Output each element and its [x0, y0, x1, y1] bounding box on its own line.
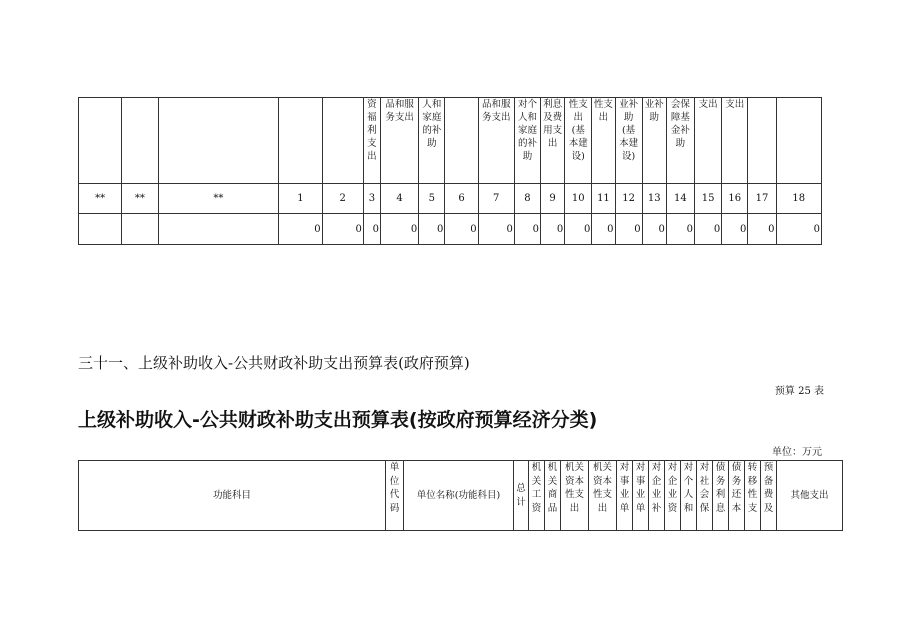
value-cell — [322, 214, 363, 245]
top-table-value-row — [79, 214, 822, 245]
budget-table-header — [78, 460, 843, 531]
column-number-cell: 7 — [478, 184, 514, 214]
top-header-text: 支出 — [698, 99, 718, 110]
bottom-header-text: 移 — [747, 475, 758, 487]
value-cell — [279, 214, 322, 245]
bottom-header-text: 机关 — [564, 462, 584, 473]
value-cell — [748, 214, 776, 245]
bottom-header-text: 利 — [715, 489, 726, 500]
top-header-cell — [722, 98, 748, 184]
bottom-header-text: 事 — [635, 475, 646, 487]
top-header-text: 家庭 — [422, 112, 442, 123]
column-number-cell: 14 — [666, 184, 694, 214]
bottom-header-text: 债 — [731, 462, 742, 473]
top-header-text: 用支 — [543, 125, 563, 136]
value-text: 0 — [437, 223, 444, 235]
value-cell — [419, 214, 445, 245]
bottom-header-cell — [777, 461, 843, 531]
bottom-header-text: 机 — [547, 462, 558, 473]
bottom-header-cell — [404, 461, 514, 531]
column-number-cell: 18 — [776, 184, 821, 214]
bottom-header-text: 业 — [651, 489, 662, 500]
top-header-text: 业补 — [644, 99, 664, 110]
top-header-text: 设) — [571, 151, 585, 162]
top-table-number-row — [79, 184, 822, 214]
column-number-cell: 16 — [722, 184, 748, 214]
bottom-header-text: 业 — [635, 489, 646, 500]
top-header-cell — [565, 98, 592, 184]
top-header-text: 福 — [367, 112, 377, 123]
bottom-header-cell — [713, 461, 729, 531]
bottom-header-text: 机 — [531, 462, 542, 473]
top-header-cell — [541, 98, 565, 184]
value-cell — [363, 214, 380, 245]
bottom-header-text: 对 — [651, 462, 662, 473]
top-header-text: 本建 — [568, 138, 588, 149]
value-text: 0 — [768, 223, 775, 235]
value-cell — [541, 214, 565, 245]
top-header-text: 利息 — [543, 99, 563, 110]
bottom-header-text: 资本 — [564, 475, 584, 487]
bottom-header-text: 本 — [731, 502, 742, 514]
column-number-cell: ** — [79, 184, 122, 214]
top-header-text: 出 — [573, 112, 584, 123]
bottom-header-cell — [79, 461, 386, 531]
bottom-header-cell — [386, 461, 404, 531]
top-header-text: 助 — [522, 151, 533, 162]
value-cell — [514, 214, 540, 245]
top-header-text: 本建 — [619, 138, 639, 149]
column-number-cell: 5 — [419, 184, 445, 214]
bottom-header-text: 码 — [389, 502, 400, 514]
top-header-text: 家庭 — [517, 125, 537, 136]
top-header-text: 障基 — [670, 112, 690, 123]
top-header-cell — [695, 98, 722, 184]
top-header-text: 助 — [623, 112, 634, 123]
column-number-cell: 12 — [615, 184, 642, 214]
top-header-text: 会保 — [670, 99, 690, 110]
top-header-text: 品和服 — [481, 99, 511, 110]
top-header-text: (基 — [571, 125, 585, 136]
bottom-header-text: 对 — [619, 462, 630, 473]
top-header-text: 支 — [367, 138, 377, 149]
value-text: 0 — [372, 223, 379, 235]
bottom-header-text: 还 — [731, 489, 742, 500]
value-cell — [478, 214, 514, 245]
top-header-text: 性支 — [593, 99, 613, 110]
top-header-text: 对个 — [517, 99, 537, 110]
bottom-header-text: 会 — [699, 489, 710, 500]
top-header-text: 金补 — [670, 125, 690, 136]
value-text — [157, 224, 158, 235]
bottom-header-text: 和 — [683, 502, 694, 514]
top-header-text: 人和 — [517, 112, 537, 123]
value-text: 0 — [314, 223, 321, 235]
column-number-cell: ** — [122, 184, 158, 214]
bottom-header-text: 息 — [715, 502, 726, 514]
bottom-header-text: 补 — [651, 502, 662, 514]
top-header-cell — [122, 98, 158, 184]
top-header-cell — [748, 98, 776, 184]
top-header-text: 业补 — [619, 99, 639, 110]
bottom-header-text: 性支 — [564, 489, 584, 500]
top-header-cell — [666, 98, 694, 184]
top-header-cell — [419, 98, 445, 184]
bottom-header-cell — [761, 461, 777, 531]
value-text: 0 — [607, 223, 614, 235]
top-header-cell — [776, 98, 821, 184]
value-cell — [122, 214, 158, 245]
bottom-header-cell — [633, 461, 649, 531]
bottom-header-text: 出 — [597, 502, 608, 514]
top-header-text: 出 — [367, 151, 377, 162]
bottom-header-text: 务 — [731, 475, 742, 487]
value-cell — [615, 214, 642, 245]
table-main-title: 上级补助收入-公共财政补助支出预算表(按政府预算经济分类) — [78, 409, 598, 431]
top-header-cell — [363, 98, 380, 184]
top-header-cell — [592, 98, 615, 184]
value-text: 0 — [470, 223, 477, 235]
bottom-header-text: 业 — [619, 489, 630, 500]
top-header-text: 的补 — [517, 138, 537, 149]
bottom-header-cell — [589, 461, 617, 531]
bottom-header-text: 保 — [699, 502, 710, 514]
bottom-header-text: 总 — [516, 483, 526, 494]
bottom-header-text: 转 — [747, 462, 758, 473]
value-cell — [565, 214, 592, 245]
column-number-cell: 17 — [748, 184, 776, 214]
top-header-text: 助 — [427, 138, 437, 149]
bottom-header-text: 对 — [635, 462, 646, 473]
bottom-header-text: 资本 — [592, 475, 612, 487]
top-header-text: 助 — [649, 112, 659, 123]
bottom-header-text: 机关 — [592, 462, 612, 473]
top-header-text: 设) — [621, 151, 636, 162]
value-text: 0 — [410, 223, 418, 235]
bottom-header-text: 资 — [667, 502, 678, 514]
bottom-header-text: 单 — [635, 502, 646, 514]
bottom-header-text: 商 — [547, 489, 558, 500]
bottom-header-cell — [681, 461, 697, 531]
bottom-header-text: 其他支出 — [790, 489, 829, 501]
value-text: 0 — [634, 223, 641, 235]
top-header-cell — [642, 98, 666, 184]
value-text: 0 — [583, 223, 591, 235]
bottom-header-text: 对 — [667, 462, 678, 473]
bottom-header-cell — [649, 461, 665, 531]
bottom-header-text: 功能科目 — [212, 489, 251, 501]
top-header-text: 助 — [675, 138, 686, 149]
top-header-text: 的补 — [422, 125, 442, 136]
bottom-header-text: 对 — [683, 462, 694, 473]
value-cell — [380, 214, 418, 245]
top-header-cell — [514, 98, 540, 184]
top-header-cell — [158, 98, 279, 184]
column-number-cell: 10 — [565, 184, 592, 214]
column-number-cell: 8 — [514, 184, 540, 214]
value-text: 0 — [532, 223, 540, 235]
bottom-header-text: 代 — [389, 489, 400, 500]
bottom-header-cell — [697, 461, 713, 531]
bottom-table-header-row — [79, 461, 843, 531]
value-text — [120, 224, 121, 235]
bottom-header-text: 企 — [667, 475, 678, 487]
column-number-cell: 2 — [322, 184, 363, 214]
bottom-header-cell — [665, 461, 681, 531]
bottom-header-text: 计 — [516, 496, 526, 508]
top-header-text: 出 — [598, 112, 609, 123]
bottom-header-text: 事 — [619, 475, 630, 487]
bottom-header-text: 费 — [763, 489, 774, 500]
value-cell — [776, 214, 821, 245]
column-number-cell: 1 — [279, 184, 322, 214]
top-header-cell — [445, 98, 478, 184]
bottom-header-text: 单位名称(功能科目) — [416, 489, 501, 501]
top-header-text: 品和服 — [385, 99, 414, 110]
top-header-text: 人和 — [422, 99, 442, 110]
column-number-cell: 6 — [445, 184, 478, 214]
bottom-header-text: 债 — [715, 462, 726, 473]
value-cell — [642, 214, 666, 245]
column-number-cell: 3 — [363, 184, 380, 214]
bottom-header-text: 工 — [531, 489, 542, 500]
top-header-cell — [279, 98, 322, 184]
bottom-header-text: 预 — [763, 462, 774, 473]
column-number-cell: 11 — [592, 184, 615, 214]
top-header-cell — [478, 98, 514, 184]
column-number-cell: 4 — [380, 184, 418, 214]
bottom-header-text: 出 — [569, 502, 580, 514]
bottom-header-text: 位 — [389, 475, 400, 487]
bottom-header-text: 社 — [699, 475, 710, 487]
bottom-header-text: 人 — [683, 489, 694, 500]
bottom-header-text: 资 — [531, 502, 542, 514]
bottom-header-cell — [529, 461, 545, 531]
value-cell — [592, 214, 615, 245]
value-text: 0 — [739, 223, 747, 235]
top-header-text: 务支出 — [385, 112, 414, 123]
column-number-cell: ** — [158, 184, 279, 214]
value-text: 0 — [506, 223, 513, 235]
top-header-text: 性支 — [568, 99, 588, 110]
value-cell — [722, 214, 748, 245]
value-text — [277, 224, 278, 235]
unit-label: 单位：万元 — [772, 447, 822, 458]
bottom-header-text: 及 — [763, 502, 774, 514]
bottom-header-text: 务 — [715, 475, 726, 487]
value-text: 0 — [556, 223, 564, 235]
value-cell — [445, 214, 478, 245]
top-header-cell — [322, 98, 363, 184]
bottom-header-cell — [617, 461, 633, 531]
bottom-header-text: 业 — [667, 489, 678, 500]
bottom-header-text: 支 — [747, 502, 758, 514]
top-header-text: 及费 — [543, 112, 563, 123]
top-header-text: (基 — [621, 125, 636, 136]
top-header-cell — [615, 98, 642, 184]
bottom-header-text: 性支 — [592, 489, 612, 500]
bottom-header-text: 单 — [619, 502, 630, 514]
bottom-header-cell — [729, 461, 745, 531]
bottom-header-text: 对 — [699, 462, 710, 473]
value-text: 0 — [713, 223, 721, 235]
column-number-cell: 13 — [642, 184, 666, 214]
bottom-header-text: 备 — [763, 475, 774, 487]
bottom-header-text: 品 — [547, 502, 558, 514]
top-table-header-row — [79, 98, 822, 184]
value-text: 0 — [355, 223, 362, 235]
previous-budget-table-tail — [78, 97, 822, 245]
value-text: 0 — [813, 223, 820, 235]
bottom-header-text: 关 — [531, 475, 542, 487]
value-cell — [666, 214, 694, 245]
bottom-header-text: 个 — [683, 475, 694, 487]
top-header-cell — [380, 98, 418, 184]
top-header-text: 务支出 — [481, 112, 511, 123]
value-cell — [695, 214, 722, 245]
top-header-text: 支出 — [725, 99, 745, 110]
top-header-cell — [79, 98, 122, 184]
value-text: 0 — [658, 223, 665, 235]
bottom-header-cell — [545, 461, 561, 531]
section-title: 三十一、上级补助收入-公共财政补助支出预算表(政府预算) — [78, 354, 470, 372]
budget-table-number: 预算 25 表 — [774, 386, 824, 397]
top-header-text: 资 — [367, 99, 377, 110]
bottom-header-cell — [514, 461, 529, 531]
bottom-header-text: 企 — [651, 475, 662, 487]
bottom-header-cell — [561, 461, 589, 531]
value-cell — [158, 214, 279, 245]
bottom-header-text: 性 — [747, 489, 758, 500]
value-cell — [79, 214, 122, 245]
column-number-cell: 9 — [541, 184, 565, 214]
bottom-header-cell — [745, 461, 761, 531]
bottom-header-text: 单 — [389, 462, 400, 473]
column-number-cell: 15 — [695, 184, 722, 214]
value-text: 0 — [686, 223, 694, 235]
bottom-header-text: 关 — [547, 475, 558, 487]
top-header-text: 出 — [547, 138, 558, 149]
top-header-text: 利 — [367, 125, 377, 136]
